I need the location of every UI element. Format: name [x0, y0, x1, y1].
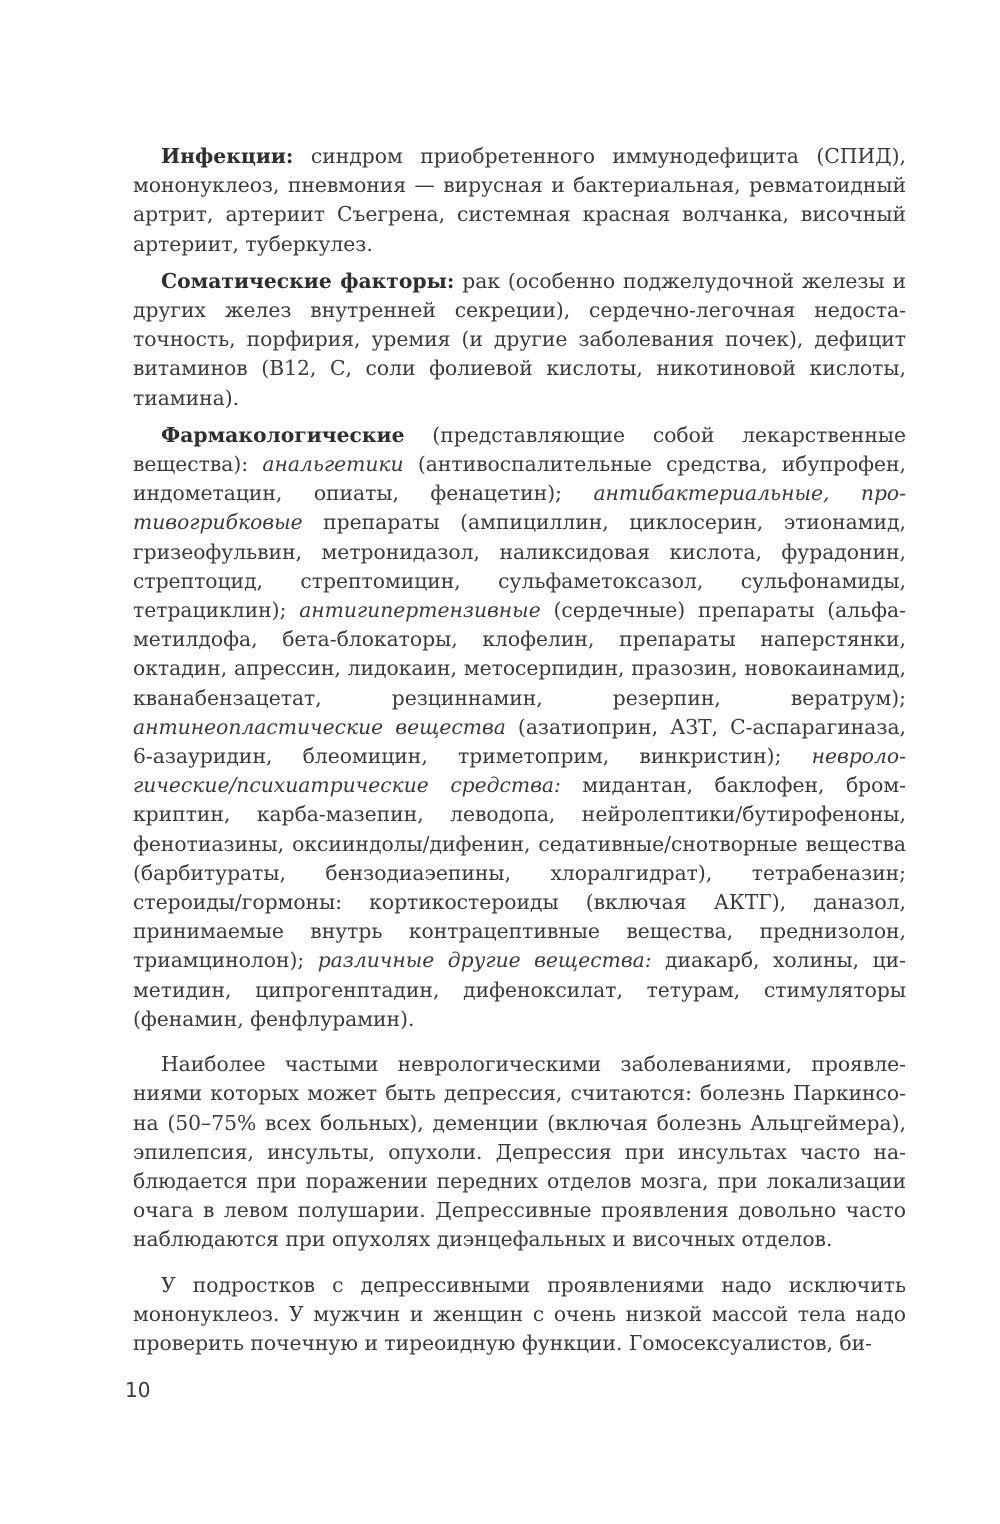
text-somatic: рак (особенно поджелудочной железы и других желез внутренней секреции), сердечно-легочная недостаточность, порфирия, уремия (и другие заболевания почек), дефицит витаминов (В12, С, соли фолиевой кислоты, никотиновой кислоты, тиамина).: [133, 268, 906, 410]
page-number: 10: [125, 1378, 151, 1402]
italic-antihypertensive: антигипертензивные: [299, 598, 541, 623]
text-segment: (сердечные) препараты (альфа-метилдофа, бета-блокаторы, клофелин, препараты наперстянки, октадин, апрессин, лидокаин, метосерпидин, празозин, новокаинамид, кванабензацетат, резциннамин, резерпин, вератрум);: [133, 598, 906, 710]
text-segment: (антивоспалительные средства, ибупрофен, индометацин, опиаты, фенацетин);: [133, 452, 906, 506]
heading-pharmacological: Фармакологические: [161, 422, 405, 447]
italic-antibacterial: антибактериальные, противогрибковые: [133, 481, 906, 535]
paragraph-infections: [133, 142, 906, 259]
paragraph-adolescents: У подростков с депрессивными проявлениями надо исключить мононуклеоз. У мужчин и женщин с очень низкой массой тела надо проверить почечную и тиреоидную функции. Гомосексуалистов, би-: [133, 1272, 906, 1355]
text-infections: синдром приобретенного иммунодефицита (СПИД), мононуклеоз, пневмония — вирусная и бактериальная, ревматоидный артрит, артериит Съегрена, системная красная волчанка, височный артериит, туберкулез.: [133, 144, 906, 256]
text-segment: препараты (ампициллин, циклосерин, этионамид, гризеофульвин, метронидазол, наликсидовая кислота, фурадонин, стрептоцид, стрептомицин, сульфаметоксазол, сульфонамиды, тетрациклин);: [133, 510, 906, 623]
italic-antineoplastic: антинеопластические вещества: [133, 714, 506, 739]
italic-analgesics: анальгетики: [262, 452, 404, 477]
italic-neurological-psychiatric: неврологические/психиатрические средства:: [133, 744, 906, 798]
paragraph-somatic: [133, 267, 906, 413]
text-segment: диакарб, холины, циметидин, ципрогенптадин, дифеноксилат, тетурам, стимуляторы (фенамин, фенфлурамин).: [133, 948, 906, 1031]
heading-infections: Инфекции:: [161, 144, 294, 168]
text-segment: (представляющие собой лекарственные вещества):: [133, 422, 906, 477]
heading-somatic: Соматические факторы:: [161, 268, 455, 293]
page-body: [133, 142, 906, 1358]
paragraph-pharmacological: [133, 421, 906, 1034]
paragraph-neurological: Наиболее частыми неврологическими заболеваниями, проявлениями которых может быть депрессия, считаются: болезнь Паркинсона (50–75% всех больных), деменции (включая болезнь Альцгеймера), эпилепсия, инсульты, опухоли. Депрессия при инсультах часто наблюдается при поражении передних отделов мозга, при локализации очага в левом полушарии. Депрессивные проявления довольно часто наблюдаются при опухолях диэнцефальных и височных отделов.: [133, 1052, 906, 1252]
italic-other-substances: различные другие вещества:: [317, 948, 652, 973]
text-segment: (азатиоприн, АЗТ, С-аспарагиназа, 6-азауридин, блеомицин, триметоприм, винкристин);: [133, 714, 906, 769]
text-segment: мидантан, баклофен, бромкриптин, карба-мазепин, леводопа, нейролептики/бутирофеноны, фенотиазины, оксииндолы/дифенин, седативные/снотворные вещества (барбитураты, бензодиаэепины, хлоралгидрат), тетрабеназин; стероиды/гормоны: кортикостероиды (включая АКТГ), даназол, принимаемые внутрь контрацептивные вещества, преднизолон, триамцинолон);: [133, 773, 907, 973]
